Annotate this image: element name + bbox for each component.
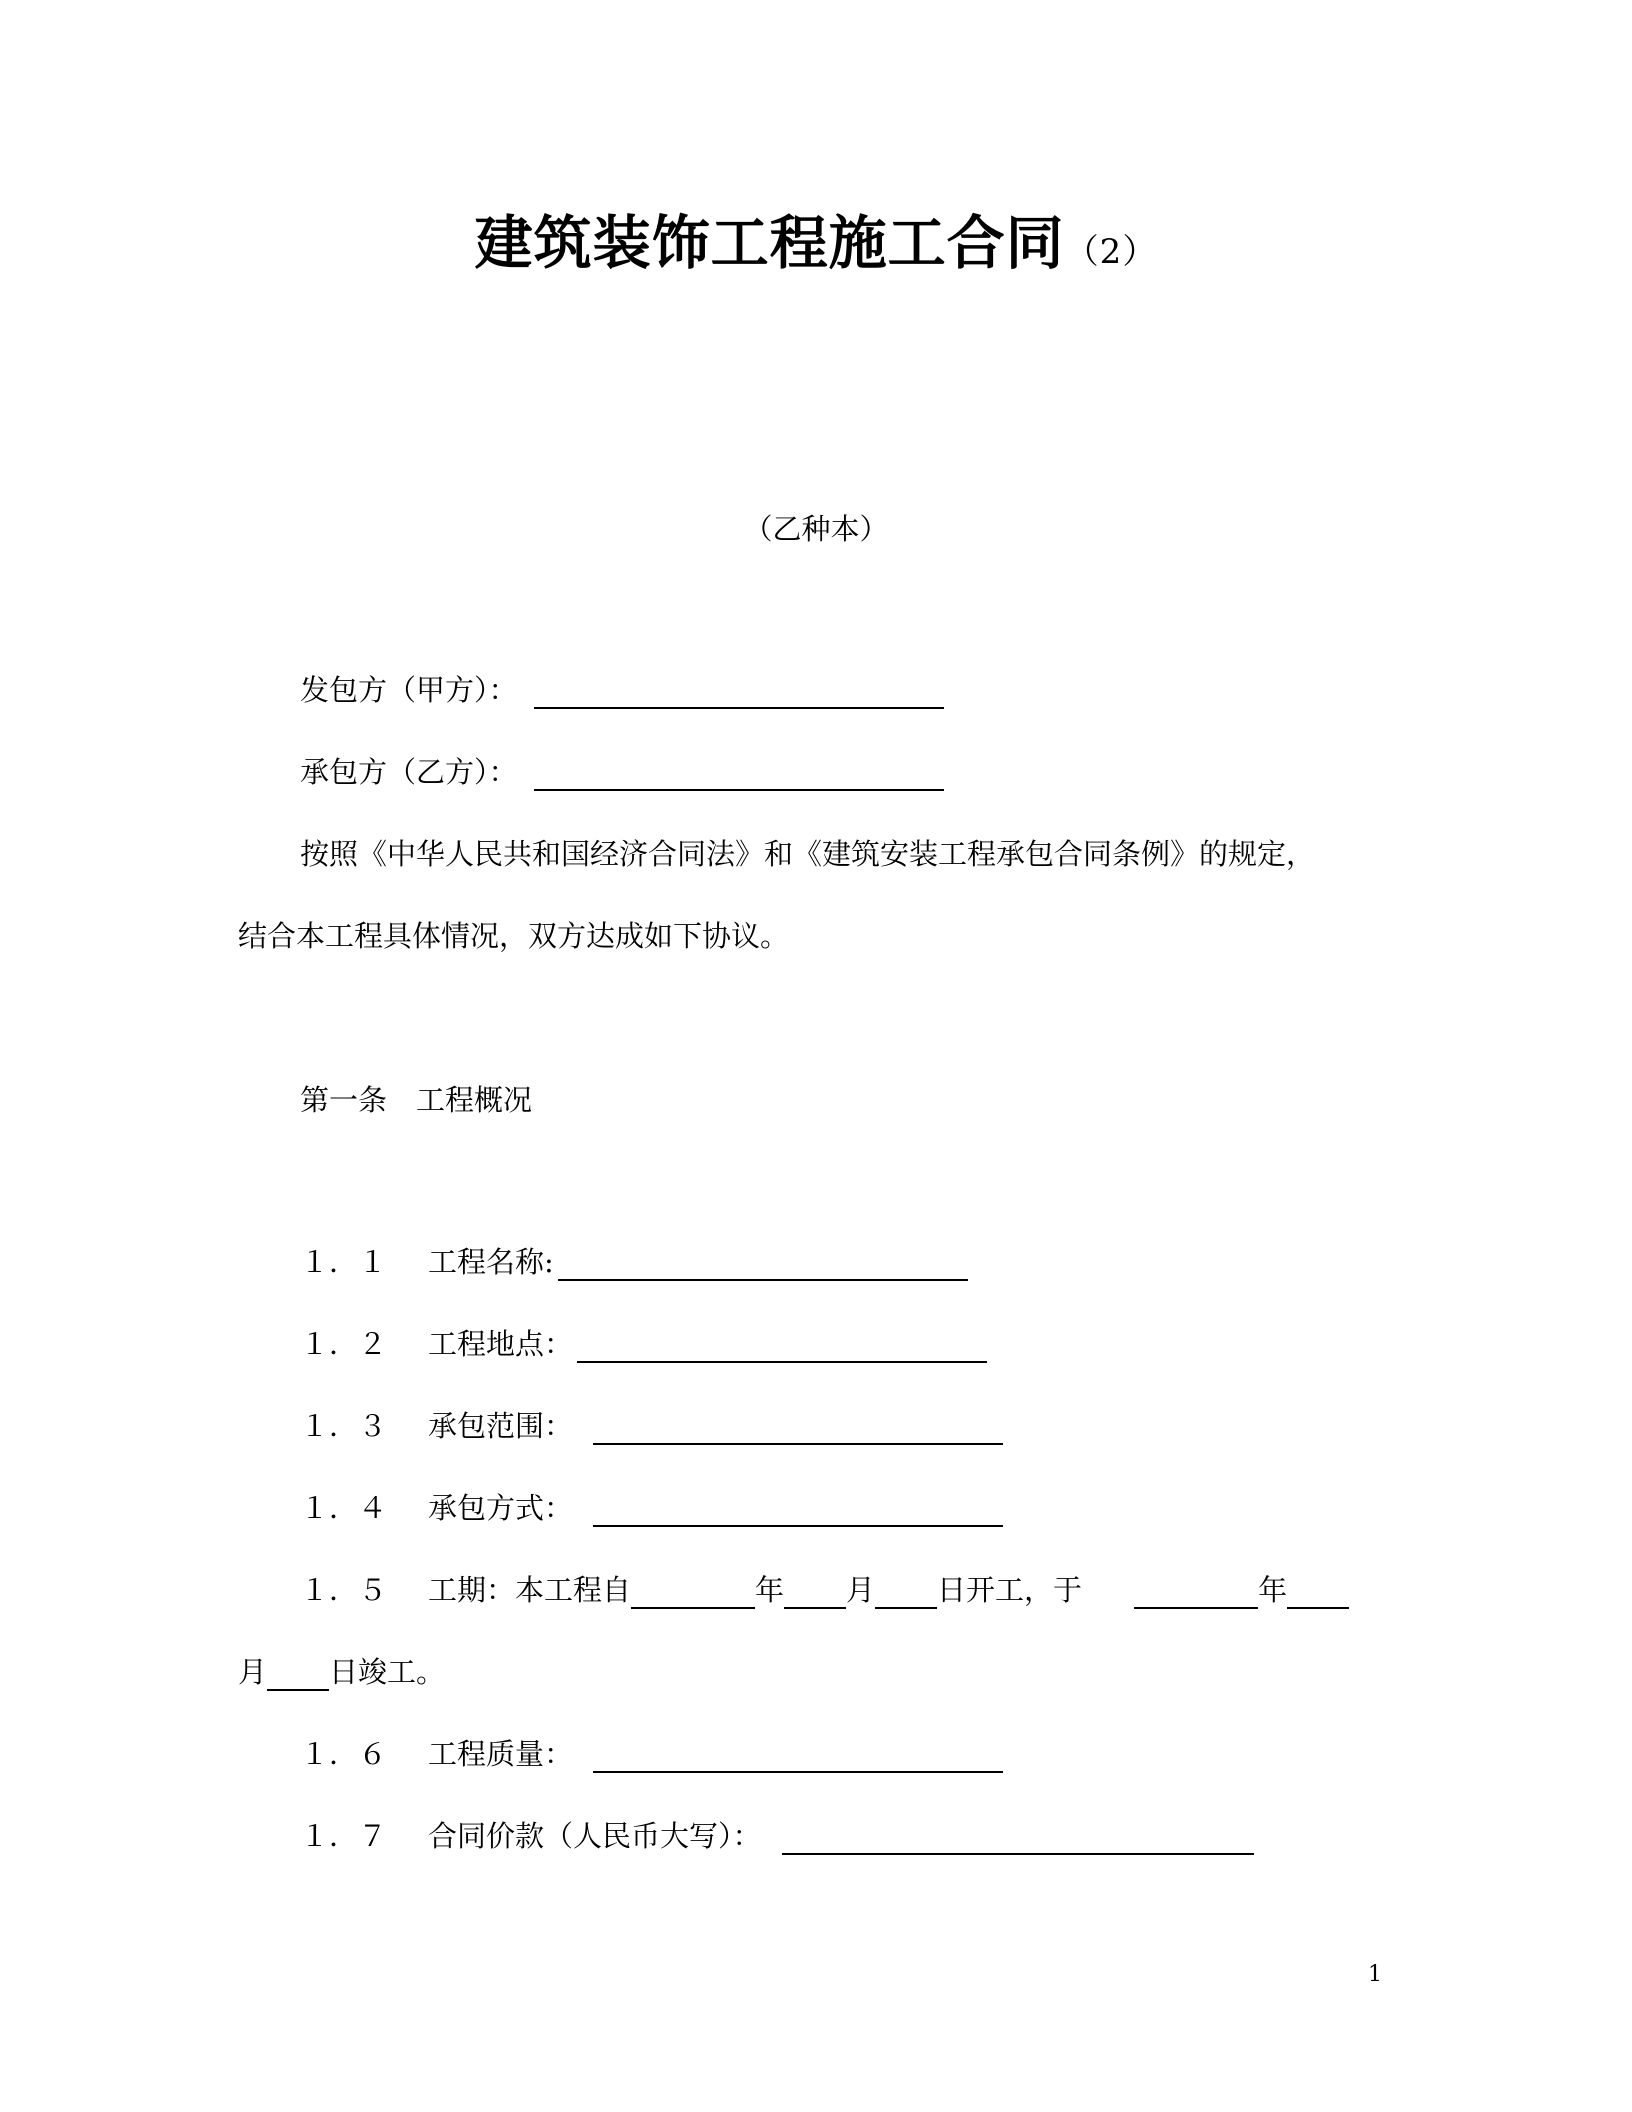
article-1-heading: 第一条 工程概况	[300, 1083, 533, 1117]
page-number: 1	[1368, 1962, 1382, 1987]
item-1-7	[300, 1814, 1254, 1855]
party-a-label: 发包方（甲方）：	[300, 673, 518, 707]
document-subtitle: （乙种本）	[743, 512, 889, 546]
party-a-blank[interactable]	[534, 673, 944, 709]
year-label: 年	[1258, 1573, 1288, 1607]
party-b-label: 承包方（乙方）：	[300, 755, 518, 789]
start-year-blank[interactable]	[631, 1573, 755, 1609]
party-b-row	[300, 750, 944, 791]
start-month-blank[interactable]	[784, 1573, 846, 1609]
document-title	[0, 196, 1632, 280]
item-number: １．３	[300, 1409, 388, 1443]
item-label: 承包方式：	[428, 1491, 574, 1525]
item-number: １．４	[300, 1491, 388, 1525]
item-1-5	[300, 1568, 1349, 1609]
item-1-3	[300, 1404, 1003, 1445]
year-label: 年	[755, 1573, 785, 1607]
title-main: 建筑装饰工程施工合同	[474, 209, 1065, 277]
item-label: 承包范围：	[428, 1409, 574, 1443]
end-year-blank[interactable]	[1134, 1573, 1258, 1609]
party-b-blank[interactable]	[534, 755, 944, 791]
start-day-blank[interactable]	[875, 1573, 937, 1609]
month-label: 月	[846, 1573, 876, 1607]
item-label: 工程地点：	[428, 1327, 574, 1361]
item-number: １．５	[300, 1573, 388, 1607]
item-1-4	[300, 1486, 1003, 1527]
contract-scope-blank[interactable]	[593, 1409, 1003, 1445]
contract-method-blank[interactable]	[593, 1491, 1003, 1527]
party-a-row	[300, 668, 944, 709]
project-location-blank[interactable]	[577, 1327, 987, 1363]
item-1-2	[300, 1322, 987, 1363]
month-label: 月	[238, 1655, 268, 1689]
start-label: 日开工，于	[937, 1573, 1083, 1607]
completion-label: 日竣工。	[329, 1655, 446, 1689]
item-1-1	[300, 1240, 968, 1281]
contract-price-blank[interactable]	[782, 1819, 1254, 1855]
item-1-6	[300, 1732, 1003, 1773]
item-number: １．２	[300, 1327, 388, 1361]
item-label: 合同价款（人民币大写）：	[428, 1819, 762, 1853]
title-suffix: （2）	[1064, 232, 1158, 272]
end-month-blank[interactable]	[1287, 1573, 1349, 1609]
preamble-line-2: 结合本工程具体情况，双方达成如下协议。	[238, 919, 790, 953]
item-number: １．７	[300, 1819, 388, 1853]
item-number: １．６	[300, 1737, 388, 1771]
item-label: 工程质量：	[428, 1737, 574, 1771]
preamble-line-1: 按照《中华人民共和国经济合同法》和《建筑安装工程承包合同条例》的规定，	[300, 837, 1316, 871]
item-number: １．１	[300, 1245, 388, 1279]
item-label: 工期：本工程自	[428, 1573, 632, 1607]
item-label: 工程名称:	[428, 1245, 554, 1279]
item-1-5-continued	[238, 1650, 445, 1691]
project-name-blank[interactable]	[558, 1245, 968, 1281]
project-quality-blank[interactable]	[593, 1737, 1003, 1773]
end-day-blank[interactable]	[267, 1655, 329, 1691]
